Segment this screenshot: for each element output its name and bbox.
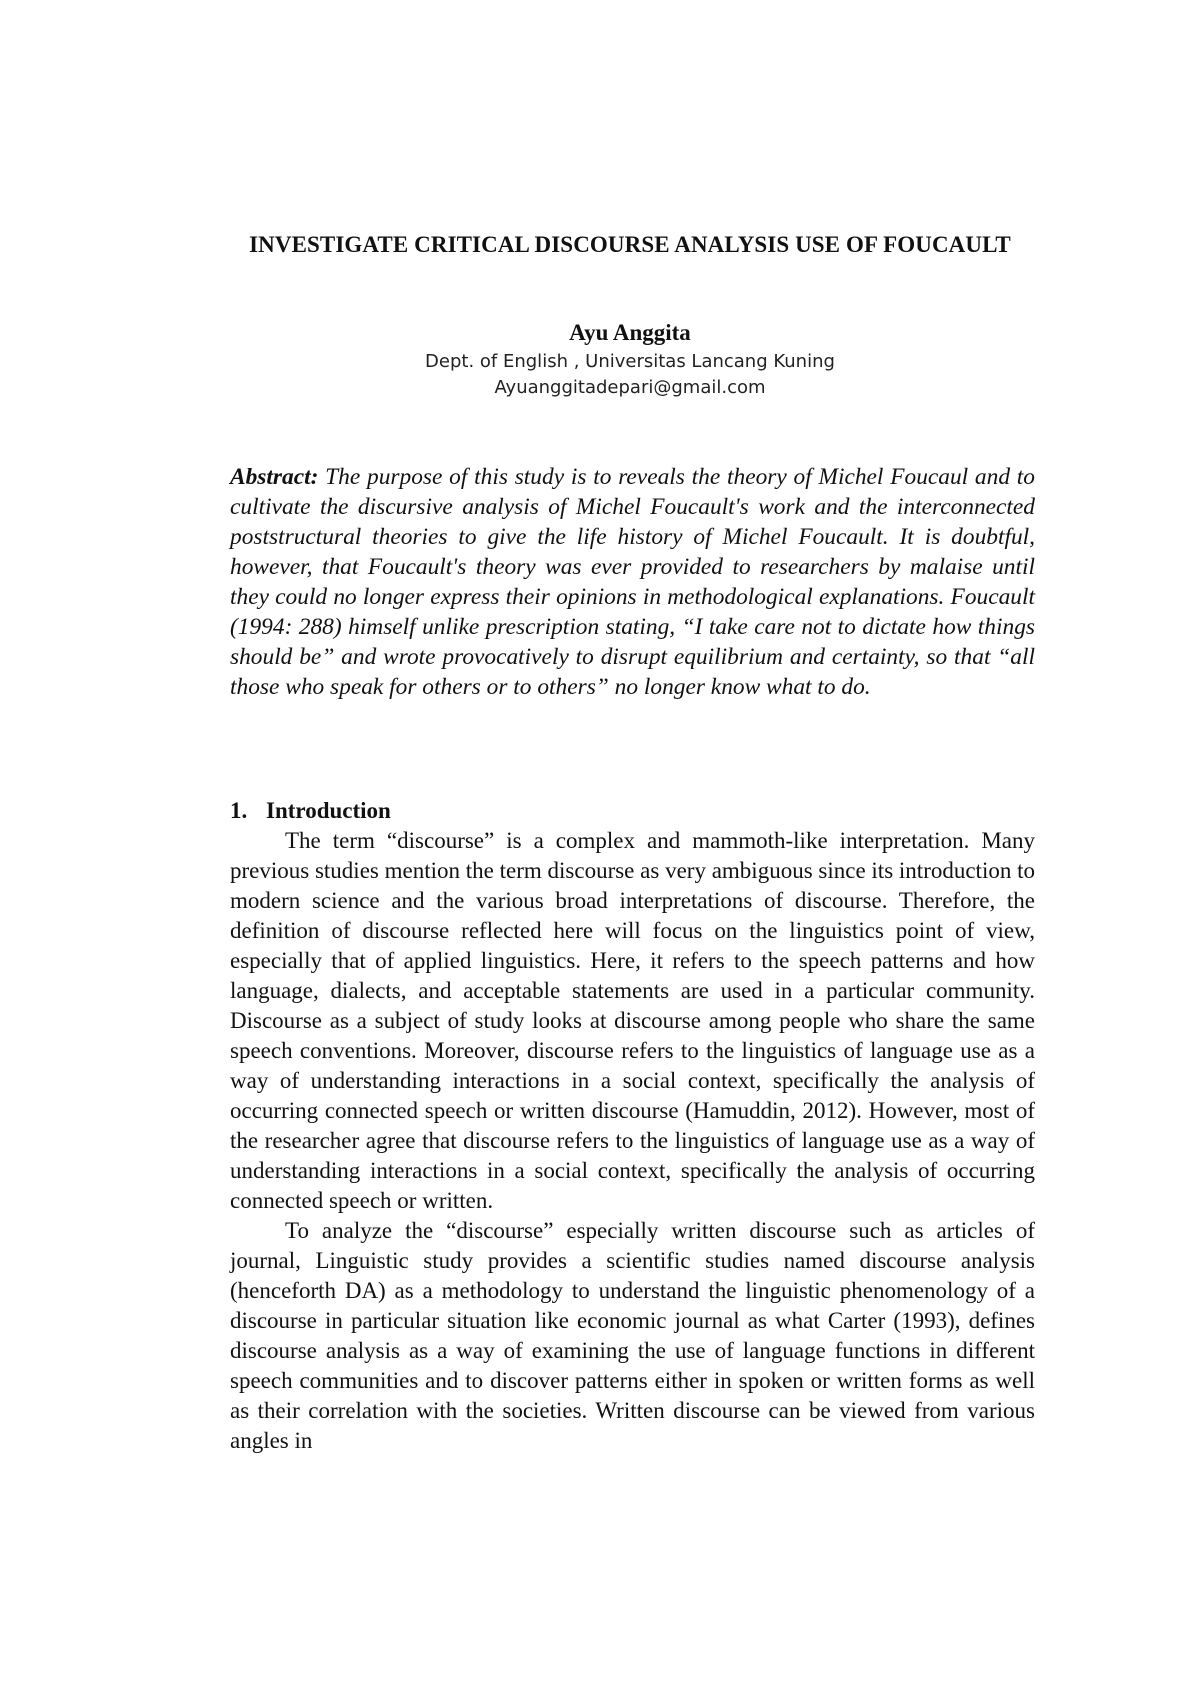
body-paragraph: To analyze the “discourse” especially written discourse such as articles of journal, Linguistic study provides a scientific studies named discourse analysis (henceforth DA) as a methodology to understand the linguistic phenomenology of a discourse in particular situation like economic journal as what Carter (1993), defines discourse analysis as a way of examining the use of language functions in different speech communities and to discover patterns either in spoken or written forms as well as their correlation with the societies. Written discourse can be viewed from various angles in <box>230 1218 1035 1453</box>
section-heading-introduction <box>230 796 391 826</box>
abstract <box>230 462 1035 702</box>
section-title: Introduction <box>266 798 391 823</box>
author-affiliation: Dept. of English , Universitas Lancang Kuning <box>425 351 835 372</box>
author-name: Ayu Anggita <box>569 320 691 345</box>
introduction-body <box>230 826 1035 1456</box>
section-number: 1. <box>230 798 248 823</box>
body-paragraph: The term “discourse” is a complex and mammoth-like interpretation. Many previous studies mention the term discourse as very ambiguous since its introduction to modern science and the various broad interpretations of discourse. Therefore, the definition of discourse reflected here will focus on the linguistics point of view, especially that of applied linguistics. Here, it refers to the speech patterns and how language, dialects, and acceptable statements are used in a particular community. Discourse as a subject of study looks at discourse among people who share the same speech conventions. Moreover, discourse refers to the linguistics of language use as a way of understanding interactions in a social context, specifically the analysis of occurring connected speech or written discourse (Hamuddin, 2012). However, most of the researcher agree that discourse refers to the linguistics of language use as a way of understanding interactions in a social context, specifically the analysis of occurring connected speech or written. <box>230 828 1035 1213</box>
paper-title: INVESTIGATE CRITICAL DISCOURSE ANALYSIS USE OF FOUCAULT <box>249 232 1011 257</box>
abstract-text: The purpose of this study is to reveals the theory of Michel Foucaul and to cultivate the discursive analysis of Michel Foucault's work and the interconnected poststructural theories to give the life history of Michel Foucault. It is doubtful, however, that Foucault's theory was ever provided to researchers by malaise until they could no longer express their opinions in methodological explanations. Foucault (1994: 288) himself unlike prescription stating, “I take care not to dictate how things should be” and wrote provocatively to disrupt equilibrium and certainty, so that “all those who speak for others or to others” no longer know what to do. <box>230 464 1035 700</box>
author-email: Ayuanggitadepari@gmail.com <box>494 377 766 398</box>
abstract-label: Abstract: <box>230 464 319 490</box>
